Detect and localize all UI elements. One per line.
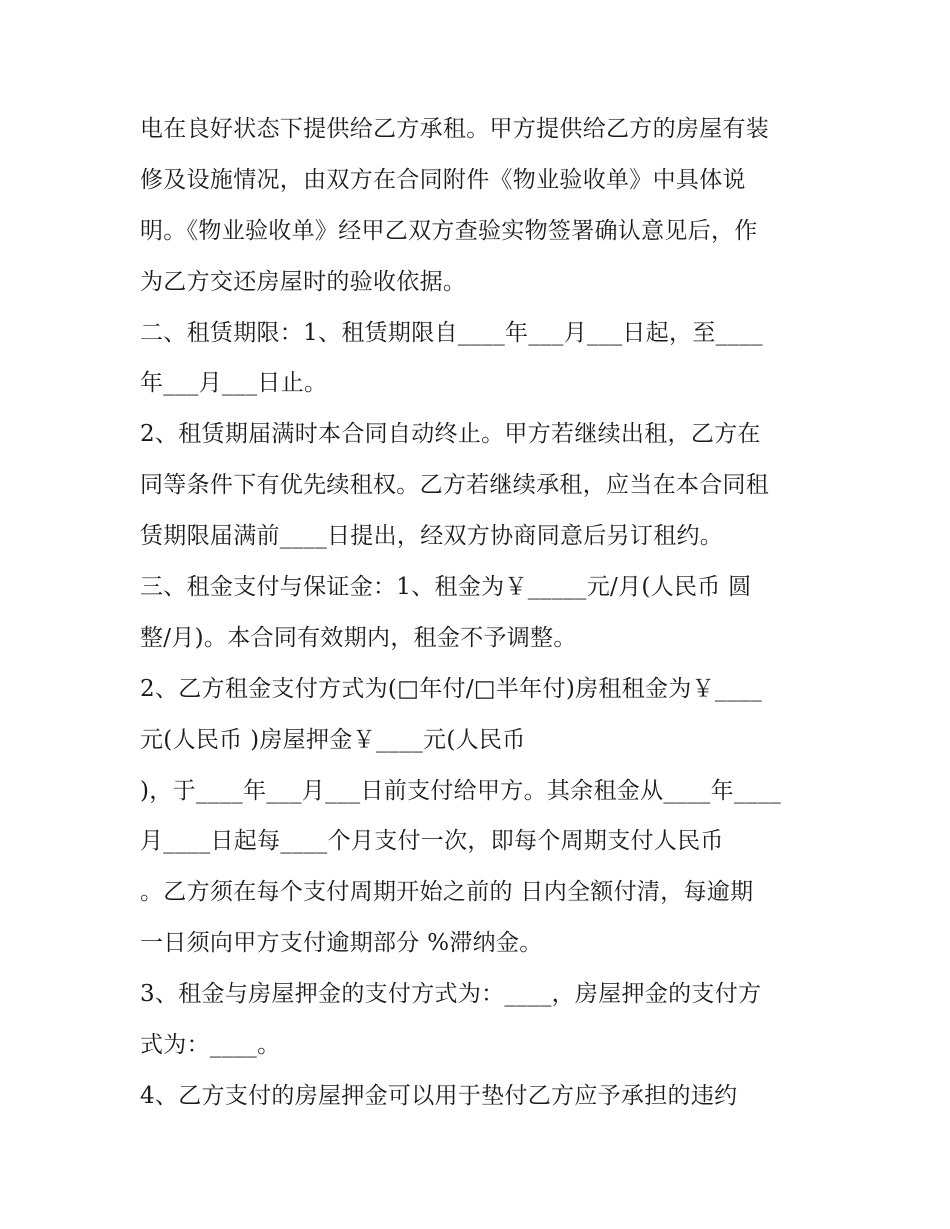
- text-line-2: 修及设施情况，由双方在合同附件《物业验收单》中具体说: [140, 166, 746, 193]
- text-line-20: 4、乙方支付的房屋押金可以用于垫付乙方应予承担的违约: [140, 1082, 738, 1109]
- text-line-7: 2、租赁期届满时本合同自动终止。甲方若继续出租，乙方在: [140, 421, 761, 448]
- text-line-10: 三、租金支付与保证金：1、租金为￥_____元/月(人民币 圆: [140, 574, 752, 601]
- text-line-14: )，于____年___月___日前支付给甲方。其余租金从____年____: [140, 777, 782, 804]
- text-line-8: 同等条件下有优先续租权。乙方若继续承租，应当在本合同租: [140, 472, 770, 499]
- text-line-11: 整/月)。本合同有效期内，租金不予调整。: [140, 624, 577, 651]
- contract-text-body: [140, 104, 820, 1122]
- text-line-13: 元(人民币 )房屋押金￥____元(人民币: [140, 726, 526, 753]
- text-line-1: 电在良好状态下提供给乙方承租。甲方提供给乙方的房屋有装: [140, 116, 770, 142]
- text-line-18: 3、租金与房屋押金的支付方式为：____，房屋押金的支付方: [140, 981, 762, 1008]
- text-line-3: 明。《物业验收单》经甲乙双方查验实物签署确认意见后，作: [140, 217, 758, 244]
- text-line-6: 年___月___日止。: [140, 370, 328, 397]
- text-line-4: 为乙方交还房屋时的验收依据。: [140, 268, 467, 295]
- text-line-9: 赁期限届满前____日提出，经双方协商同意后另订租约。: [140, 523, 724, 550]
- text-line-12: 2、乙方租金支付方式为(□年付/□半年付)房租租金为￥____: [140, 675, 763, 702]
- text-line-15: 月____日起每____个月支付一次，即每个周期支付人民币: [140, 828, 724, 855]
- text-line-5: 二、租赁期限：1、租赁期限自____年___月___日起，至____: [140, 319, 763, 346]
- text-line-17: 一日须向甲方支付逾期部分 %滞纳金。: [140, 930, 543, 957]
- text-line-19: 式为：____。: [140, 1032, 281, 1059]
- text-line-16: 。乙方须在每个支付周期开始之前的 日内全额付清，每逾期: [140, 879, 754, 906]
